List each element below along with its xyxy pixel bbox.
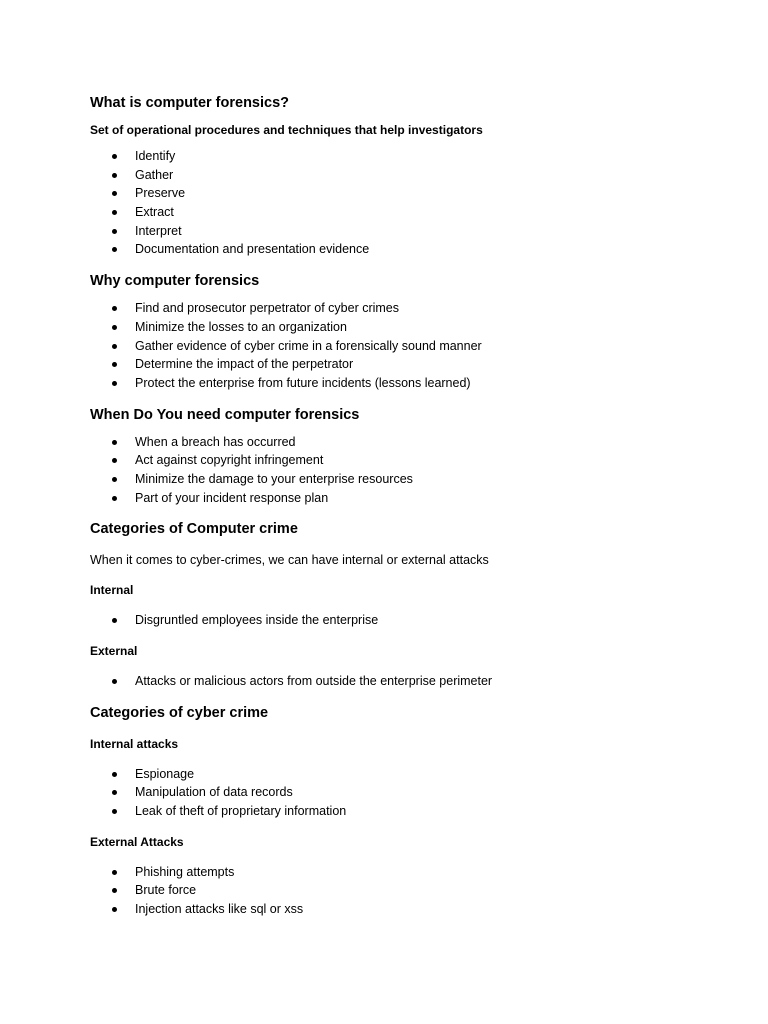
bullet-icon (112, 907, 117, 912)
document-content (90, 93, 710, 919)
list-item: Find and prosecutor perpetrator of cyber crimes (90, 299, 710, 318)
heading-when-do-you-need: When Do You need computer forensics (90, 406, 360, 423)
list-item: Injection attacks like sql or xss (90, 900, 710, 919)
list-why (90, 299, 710, 392)
bullet-icon (112, 870, 117, 875)
bullet-icon (112, 191, 117, 196)
bullet-icon (112, 618, 117, 623)
list-item: Preserve (90, 184, 710, 203)
bullet-icon (112, 679, 117, 684)
list-item: Identify (90, 147, 710, 166)
bullet-icon (112, 247, 117, 252)
list-item: Phishing attempts (90, 863, 710, 882)
bullet-icon (112, 440, 117, 445)
list-item: Documentation and presentation evidence (90, 240, 710, 259)
list-item: Gather (90, 166, 710, 185)
bullet-icon (112, 809, 117, 814)
heading-why-computer-forensics: Why computer forensics (90, 273, 260, 290)
subtitle-operational-procedures: Set of operational procedures and techniques that help investigators (90, 123, 483, 137)
list-item: Extract (90, 203, 710, 222)
list-item: Part of your incident response plan (90, 489, 710, 508)
list-item: Interpret (90, 222, 710, 241)
bullet-icon (112, 496, 117, 501)
bullet-icon (112, 381, 117, 386)
list-item: Determine the impact of the perpetrator (90, 355, 710, 374)
list-internal-attacks (90, 765, 710, 821)
label-internal: Internal (90, 583, 134, 598)
bullet-icon (112, 344, 117, 349)
intro-paragraph: When it comes to cyber-crimes, we can have internal or external attacks (90, 553, 489, 568)
bullet-icon (112, 229, 117, 234)
list-item: Leak of theft of proprietary information (90, 802, 710, 821)
heading-what-is-computer-forensics: What is computer forensics? (90, 95, 290, 111)
list-item: Minimize the damage to your enterprise resources (90, 470, 710, 489)
bullet-icon (112, 210, 117, 215)
bullet-icon (112, 306, 117, 311)
bullet-icon (112, 325, 117, 330)
bullet-icon (112, 790, 117, 795)
label-external: External (90, 644, 138, 658)
heading-categories-cyber-crime: Categories of cyber crime (90, 704, 269, 721)
list-item: Brute force (90, 881, 710, 900)
heading-categories-computer-crime: Categories of Computer crime (90, 521, 298, 538)
list-item: Act against copyright infringement (90, 451, 710, 470)
list-when (90, 433, 710, 508)
list-item: Disgruntled employees inside the enterprise (90, 611, 710, 630)
list-external-attacks (90, 863, 710, 919)
list-internal (90, 611, 710, 630)
list-what (90, 147, 710, 259)
list-item: Minimize the losses to an organization (90, 318, 710, 337)
bullet-icon (112, 154, 117, 159)
bullet-icon (112, 173, 117, 178)
list-external (90, 672, 710, 691)
list-item: Manipulation of data records (90, 783, 710, 802)
list-item: Gather evidence of cyber crime in a forensically sound manner (90, 337, 710, 356)
bullet-icon (112, 477, 117, 482)
list-item: Protect the enterprise from future incidents (lessons learned) (90, 374, 710, 393)
list-item: Espionage (90, 765, 710, 784)
bullet-icon (112, 888, 117, 893)
list-item: Attacks or malicious actors from outside the enterprise perimeter (90, 672, 710, 691)
bullet-icon (112, 458, 117, 463)
list-item: When a breach has occurred (90, 433, 710, 452)
bullet-icon (112, 772, 117, 777)
bullet-icon (112, 362, 117, 367)
label-external-attacks: External Attacks (90, 834, 184, 849)
label-internal-attacks: Internal attacks (90, 736, 179, 751)
